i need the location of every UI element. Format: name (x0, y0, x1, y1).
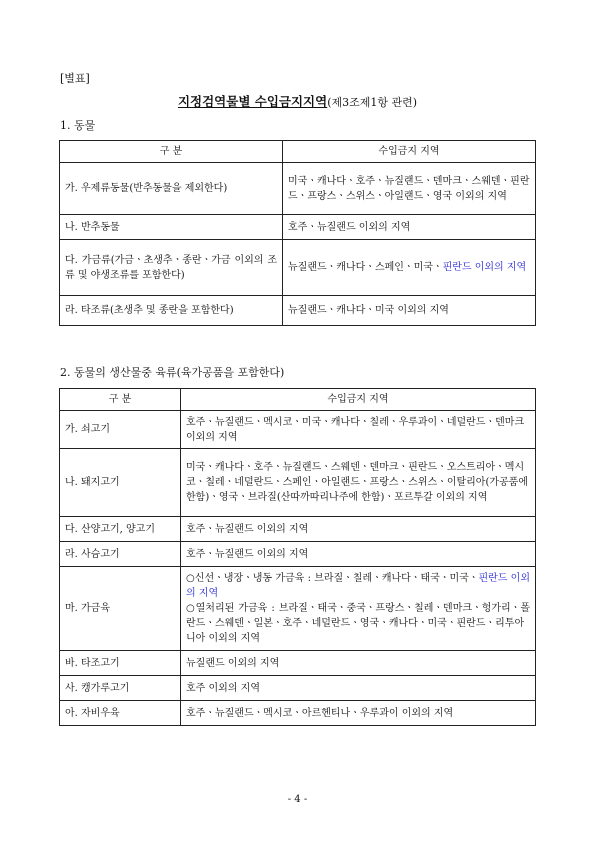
header-category: 구 분 (60, 389, 181, 411)
row-category: 나. 반추동물 (60, 215, 283, 240)
row-category: 라. 사슴고기 (60, 542, 181, 567)
row-category: 사. 캥가루고기 (60, 676, 181, 701)
row-area: 미국ㆍ캐나다ㆍ호주ㆍ뉴질랜드ㆍ스웨덴ㆍ덴마크ㆍ핀란드ㆍ오스트리아ㆍ멕시코ㆍ칠레ㆍ네덜란드ㆍ스페인ㆍ아일랜드ㆍ프랑스ㆍ스위스ㆍ이탈리아(가공품에 한함)ㆍ영국ㆍ브라질(산따까따리나주에 한함)ㆍ포르투갈 이외의 지역 (181, 449, 536, 517)
table-row (60, 240, 536, 296)
document-title (0, 92, 595, 110)
area-text: ○신선ㆍ냉장ㆍ냉동 가금육 : 브라질ㆍ칠레ㆍ캐나다ㆍ태국ㆍ미국ㆍ (186, 573, 479, 584)
page-number: - 4 - (287, 794, 308, 805)
area-highlight: 핀란드 이외의 지역 (442, 262, 527, 273)
row-area: 호주 이외의 지역 (181, 676, 536, 701)
meat-products-table (59, 388, 536, 726)
row-category: 마. 가금육 (60, 567, 181, 651)
table-row (60, 651, 536, 676)
table-header-row (60, 141, 536, 163)
table-row (60, 296, 536, 326)
table-row (60, 567, 536, 651)
area-highlight: 핀란드 이외의 지역 (186, 573, 530, 599)
row-area: 호주ㆍ뉴질랜드ㆍ멕시코ㆍ미국ㆍ캐나다ㆍ칠레ㆍ우루과이ㆍ네덜란드ㆍ덴마크 이외의 지역 (181, 411, 536, 449)
poultry-item-heated: ○열처리된 가금육 : 브라질ㆍ태국ㆍ중국ㆍ프랑스ㆍ칠레ㆍ덴마크ㆍ헝가리ㆍ폴란드ㆍ스웨덴ㆍ일본ㆍ호주ㆍ네덜란드ㆍ영국ㆍ캐나다ㆍ미국ㆍ핀란드ㆍ리투아니아 이외의 지역 (186, 603, 530, 644)
row-area: 호주ㆍ뉴질랜드 이외의 지역 (283, 215, 536, 240)
row-area: 호주ㆍ뉴질랜드ㆍ멕시코ㆍ아르헨티나ㆍ우루과이 이외의 지역 (181, 701, 536, 726)
row-area (283, 240, 536, 296)
row-area: 미국ㆍ캐나다ㆍ호주ㆍ뉴질랜드ㆍ덴마크ㆍ스웨덴ㆍ핀란드ㆍ프랑스ㆍ스위스ㆍ아일랜드ㆍ영국 이외의 지역 (283, 163, 536, 215)
header-area: 수입금지 지역 (283, 141, 536, 163)
title-main: 지정검역물별 수입금지지역 (177, 94, 328, 109)
section-1-heading: 1. 동물 (60, 119, 96, 132)
row-category: 다. 산양고기, 양고기 (60, 517, 181, 542)
row-category: 바. 타조고기 (60, 651, 181, 676)
row-area (181, 567, 536, 651)
row-area: 뉴질랜드ㆍ캐나다ㆍ미국 이외의 지역 (283, 296, 536, 326)
table-row (60, 411, 536, 449)
table-row (60, 163, 536, 215)
animals-table (59, 140, 536, 326)
table-row (60, 542, 536, 567)
row-area: 호주ㆍ뉴질랜드 이외의 지역 (181, 542, 536, 567)
row-area: 뉴질랜드 이외의 지역 (181, 651, 536, 676)
header-category: 구 분 (60, 141, 283, 163)
annex-label: [별표] (60, 72, 90, 85)
row-category: 나. 돼지고기 (60, 449, 181, 517)
table-row (60, 676, 536, 701)
row-category: 가. 쇠고기 (60, 411, 181, 449)
title-sub: (제3조제1항 관련) (327, 96, 418, 109)
table-row (60, 215, 536, 240)
table-row (60, 517, 536, 542)
row-category: 가. 우제류동물(반추동물을 제외한다) (60, 163, 283, 215)
row-category: 아. 자비우육 (60, 701, 181, 726)
header-area: 수입금지 지역 (181, 389, 536, 411)
row-category: 다. 가금류(가금ㆍ초생추ㆍ종란ㆍ가금 이외의 조류 및 야생조류를 포함한다) (60, 240, 283, 296)
row-area: 호주ㆍ뉴질랜드 이외의 지역 (181, 517, 536, 542)
table-row (60, 449, 536, 517)
table-header-row (60, 389, 536, 411)
poultry-item-fresh (186, 571, 530, 601)
row-category: 라. 타조류(초생추 및 종란을 포함한다) (60, 296, 283, 326)
section-2-heading: 2. 동물의 생산물중 육류(육가공품을 포함한다) (60, 366, 285, 379)
table-row (60, 701, 536, 726)
area-text: 뉴질랜드ㆍ캐나다ㆍ스페인ㆍ미국ㆍ (288, 262, 443, 273)
